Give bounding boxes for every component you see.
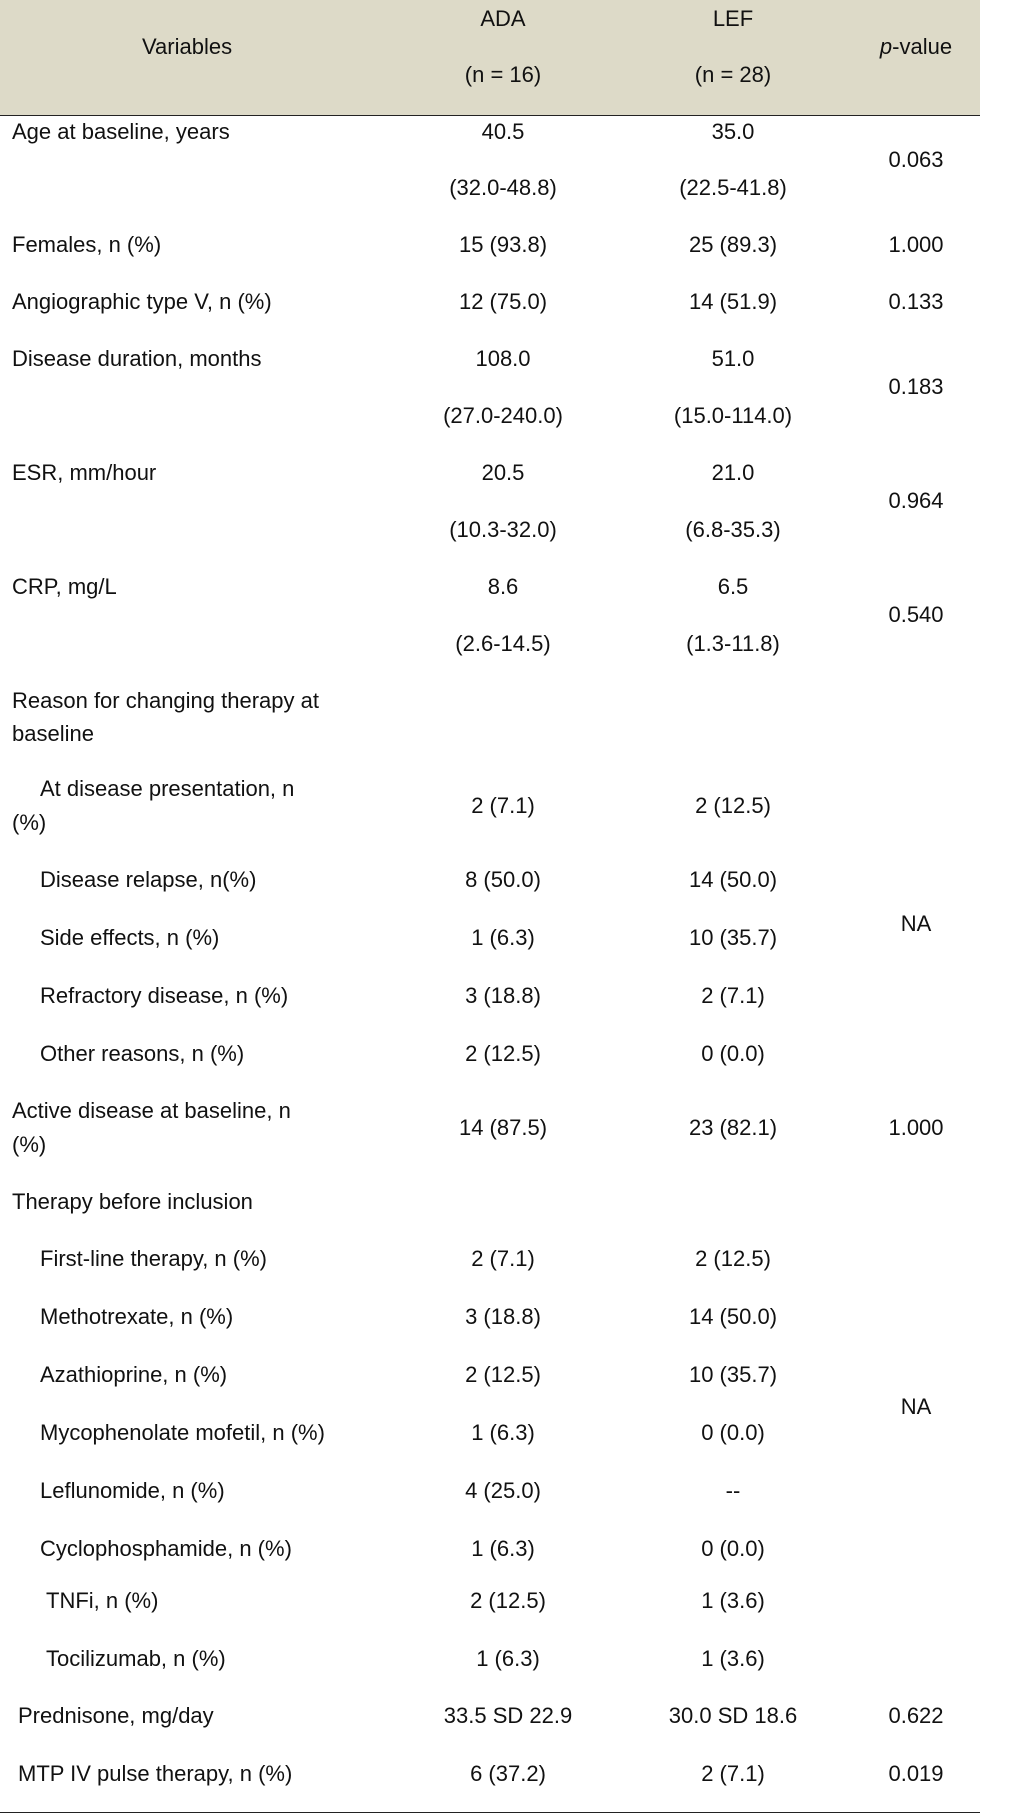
header-lef-n: (n = 28) xyxy=(694,62,772,87)
row-crp-ada: 8.6 xyxy=(487,574,519,599)
row-relapse-lef: 14 (50.0) xyxy=(688,867,778,892)
row-duration-ada: 108.0 xyxy=(475,346,531,371)
row-tnfi-lef: 1 (3.6) xyxy=(701,1588,765,1613)
bottom-rule xyxy=(0,1812,980,1813)
row-mtx-label: Methotrexate, n (%) xyxy=(40,1304,234,1329)
row-angio-label: Angiographic type V, n (%) xyxy=(12,289,272,314)
header-ada-n: (n = 16) xyxy=(464,62,542,87)
row-presentation-ada: 2 (7.1) xyxy=(471,793,535,818)
row-esr-ada-range: (10.3-32.0) xyxy=(449,517,557,542)
row-first-line-lef: 2 (12.5) xyxy=(695,1246,771,1271)
row-refractory-ada: 3 (18.8) xyxy=(465,983,541,1008)
row-tnfi-ada: 2 (12.5) xyxy=(470,1588,546,1613)
row-age-lef: 35.0 xyxy=(711,119,755,144)
row-age-p: 0.063 xyxy=(888,147,944,172)
row-active-p: 1.000 xyxy=(888,1115,944,1140)
row-therapy-p: NA xyxy=(900,1394,932,1419)
row-crp-p: 0.540 xyxy=(888,602,944,627)
row-aza-ada: 2 (12.5) xyxy=(465,1362,541,1387)
row-crp-lef: 6.5 xyxy=(717,574,749,599)
row-mtp-lef: 2 (7.1) xyxy=(701,1761,765,1786)
row-esr-p: 0.964 xyxy=(888,488,944,513)
row-age-label: Age at baseline, years xyxy=(12,119,230,144)
row-mtx-ada: 3 (18.8) xyxy=(465,1304,541,1329)
header-p-value xyxy=(836,34,996,60)
header-rule xyxy=(0,115,980,116)
header-variables: Variables xyxy=(142,34,233,59)
row-angio-ada: 12 (75.0) xyxy=(458,289,548,314)
row-duration-ada-range: (27.0-240.0) xyxy=(443,403,563,428)
header-ada: ADA xyxy=(480,6,526,31)
row-duration-p: 0.183 xyxy=(888,374,944,399)
row-leflunomide-lef: -- xyxy=(725,1478,741,1503)
row-mtp-p: 0.019 xyxy=(888,1761,944,1786)
row-crp-label: CRP, mg/L xyxy=(12,574,117,599)
row-cyc-ada: 1 (6.3) xyxy=(471,1536,535,1561)
row-age-ada-range: (32.0-48.8) xyxy=(449,175,557,200)
row-duration-lef: 51.0 xyxy=(711,346,755,371)
row-toci-label: Tocilizumab, n (%) xyxy=(46,1646,226,1671)
row-age-ada: 40.5 xyxy=(481,119,525,144)
row-females-p: 1.000 xyxy=(888,232,944,257)
row-therapy-header: Therapy before inclusion xyxy=(12,1189,253,1214)
row-females-ada: 15 (93.8) xyxy=(458,232,548,257)
row-duration-label: Disease duration, months xyxy=(12,346,262,371)
row-mtp-label: MTP IV pulse therapy, n (%) xyxy=(18,1761,293,1786)
row-mmf-label: Mycophenolate mofetil, n (%) xyxy=(40,1420,325,1445)
row-esr-ada: 20.5 xyxy=(481,460,525,485)
row-presentation-label-line2: (%) xyxy=(12,810,47,835)
row-other-label: Other reasons, n (%) xyxy=(40,1041,245,1066)
row-esr-lef: 21.0 xyxy=(711,460,755,485)
row-prednisone-p: 0.622 xyxy=(888,1703,944,1728)
row-reason-header-line2: baseline xyxy=(12,721,94,746)
row-angio-p: 0.133 xyxy=(888,289,944,314)
row-reason-header-line1: Reason for changing therapy at xyxy=(12,688,319,713)
row-prednisone-ada: 33.5 SD 22.9 xyxy=(443,1703,573,1728)
row-relapse-ada: 8 (50.0) xyxy=(465,867,541,892)
row-other-ada: 2 (12.5) xyxy=(465,1041,541,1066)
row-esr-lef-range: (6.8-35.3) xyxy=(685,517,781,542)
row-active-lef: 23 (82.1) xyxy=(688,1115,778,1140)
row-first-line-label: First-line therapy, n (%) xyxy=(40,1246,267,1271)
row-cyc-label: Cyclophosphamide, n (%) xyxy=(40,1536,292,1561)
row-mmf-ada: 1 (6.3) xyxy=(471,1420,535,1445)
row-leflunomide-ada: 4 (25.0) xyxy=(465,1478,541,1503)
row-angio-lef: 14 (51.9) xyxy=(688,289,778,314)
row-aza-lef: 10 (35.7) xyxy=(688,1362,778,1387)
row-duration-lef-range: (15.0-114.0) xyxy=(673,403,793,428)
row-toci-ada: 1 (6.3) xyxy=(476,1646,540,1671)
row-prednisone-lef: 30.0 SD 18.6 xyxy=(668,1703,798,1728)
row-females-label: Females, n (%) xyxy=(12,232,162,257)
row-mtx-lef: 14 (50.0) xyxy=(688,1304,778,1329)
row-presentation-label-line1: At disease presentation, n xyxy=(40,776,295,801)
row-mtp-ada: 6 (37.2) xyxy=(470,1761,546,1786)
row-tnfi-label: TNFi, n (%) xyxy=(46,1588,159,1613)
row-esr-label: ESR, mm/hour xyxy=(12,460,157,485)
row-refractory-label: Refractory disease, n (%) xyxy=(40,983,289,1008)
row-refractory-lef: 2 (7.1) xyxy=(701,983,765,1008)
row-crp-ada-range: (2.6-14.5) xyxy=(455,631,551,656)
row-females-lef: 25 (89.3) xyxy=(688,232,778,257)
header-lef: LEF xyxy=(712,6,754,31)
row-prednisone-label: Prednisone, mg/day xyxy=(18,1703,214,1728)
row-aza-label: Azathioprine, n (%) xyxy=(40,1362,228,1387)
row-active-label-line1: Active disease at baseline, n xyxy=(12,1098,291,1123)
header-p-italic: p xyxy=(879,34,893,59)
row-mmf-lef: 0 (0.0) xyxy=(701,1420,765,1445)
row-toci-lef: 1 (3.6) xyxy=(701,1646,765,1671)
row-side-effects-lef: 10 (35.7) xyxy=(688,925,778,950)
row-active-label-line2: (%) xyxy=(12,1132,47,1157)
row-active-ada: 14 (87.5) xyxy=(458,1115,548,1140)
row-reason-p: NA xyxy=(900,911,932,936)
row-age-lef-range: (22.5-41.8) xyxy=(679,175,787,200)
header-p-rest: -value xyxy=(892,34,953,59)
row-relapse-label: Disease relapse, n(%) xyxy=(40,867,257,892)
row-other-lef: 0 (0.0) xyxy=(701,1041,765,1066)
row-presentation-lef: 2 (12.5) xyxy=(695,793,771,818)
row-cyc-lef: 0 (0.0) xyxy=(701,1536,765,1561)
row-leflunomide-label: Leflunomide, n (%) xyxy=(40,1478,225,1503)
row-side-effects-label: Side effects, n (%) xyxy=(40,925,220,950)
row-crp-lef-range: (1.3-11.8) xyxy=(686,631,780,656)
row-first-line-ada: 2 (7.1) xyxy=(471,1246,535,1271)
row-side-effects-ada: 1 (6.3) xyxy=(471,925,535,950)
